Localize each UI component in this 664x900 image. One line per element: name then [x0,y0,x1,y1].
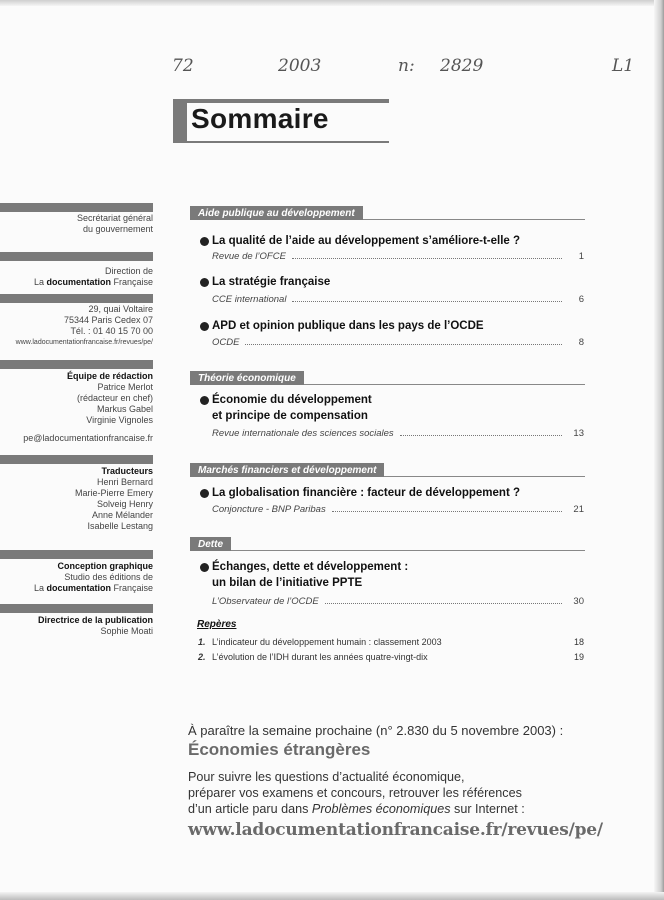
sidebar-divider [0,203,153,212]
sidebar-direction: Direction de La documentation Française [33,266,153,287]
article-page: 30 [573,596,584,607]
handwritten-no-label: n: [398,56,415,76]
sidebar-email: pe@ladocumentationfrancaise.fr [23,433,153,443]
sidebar-divider [0,360,153,369]
article-source-line [212,337,584,348]
bullet-icon [200,396,209,405]
sidebar-address: 29, quai Voltaire 75344 Paris Cedex 07 Tél. : 01 40 15 70 00 www.ladocumentationfrancaise.fr/revues/pe/ [0,304,153,348]
section-heading: Marchés financiers et développement [190,463,384,477]
article-source: Conjoncture - BNP Paribas [212,504,326,515]
bullet-icon [200,237,209,246]
article-source: Revue internationale des sciences sociales [212,428,394,439]
reperes-item: 2. L’évolution de l’IDH durant les années quatre-vingt-dix 19 [198,652,584,662]
article-source-line [212,294,584,305]
sidebar-divider [0,294,153,303]
article-title: La globalisation financière : facteur de développement ? [212,487,521,499]
sidebar-divider [0,604,153,613]
handwritten-note: 72 [172,56,194,76]
sidebar-divider [0,550,153,559]
page-title: Sommaire [191,103,329,134]
handwritten-issue-number: 2829 [440,56,484,76]
bullet-icon [200,322,209,331]
scan-edge-top [0,0,664,6]
article-page: 8 [578,337,584,348]
article-source: OCDE [212,337,240,348]
article-source-line [212,251,584,262]
article-source: L’Observateur de l’OCDE [212,596,319,607]
bullet-icon [200,489,209,498]
next-issue-title: Économies étrangères [188,740,371,759]
sidebar-sg: Secrétariat général du gouvernement [76,213,153,234]
reperes-item: 1. L’indicateur du développement humain : classement 2003 18 [198,637,584,647]
article-page: 21 [573,504,584,515]
sidebar-url: www.ladocumentationfrancaise.fr/revues/pe/ [15,339,153,346]
bullet-icon [200,563,209,572]
article-source: Revue de l’OFCE [212,251,286,262]
section-heading: Aide publique au développement [190,206,363,220]
section-heading: Théorie économique [190,371,304,385]
reperes-heading: Repères [197,619,237,630]
scan-edge-right [654,0,664,900]
article-title: APD et opinion publique dans les pays de l’OCDE [212,320,484,332]
section-heading: Dette [190,537,231,551]
sidebar-graphic-design: Conception graphique Studio des éditions de La documentation Française [33,561,153,593]
sidebar-publication-director: Directrice de la publication Sophie Moati [37,615,153,636]
article-title: La qualité de l’aide au développement s’améliore-t-elle ? [212,235,521,247]
sidebar-divider [0,455,153,464]
section-rule [190,550,585,551]
handwritten-mark: L1 [612,56,635,76]
article-source-line [212,428,584,439]
bullet-icon [200,278,209,287]
sidebar-translators: Traducteurs Henri Bernard Marie-Pierre Emery Solveig Henry Anne Mélander Isabelle Lestang [74,466,153,531]
article-title: Économie du développement et principe de compensation [212,394,372,422]
article-source-line [212,504,584,515]
article-page: 6 [578,294,584,305]
article-source-line [212,596,584,607]
scan-edge-bottom [0,892,664,900]
article-source: CCE international [212,294,287,305]
sidebar-editorial-team: Équipe de rédaction Patrice Merlot (rédacteur en chef) Markus Gabel Virginie Vignoles [66,371,153,425]
handwritten-year: 2003 [278,56,322,76]
article-title: La stratégie française [212,276,331,288]
title-block [173,99,389,143]
article-title: Échanges, dette et développement : un bilan de l’initiative PPTE [212,561,409,589]
next-issue-announcement: À paraître la semaine prochaine (n° 2.830 du 5 novembre 2003) : [188,723,564,738]
sidebar-divider [0,252,153,261]
website-link[interactable]: www.ladocumentationfrancaise.fr/revues/pe/ [188,820,603,840]
promo-body: Pour suivre les questions d’actualité économique, préparer vos examens et concours, retrouver les références d’un article paru dans Problèmes économiques sur Internet : [188,770,525,816]
article-page: 13 [573,428,584,439]
article-page: 1 [578,251,584,262]
